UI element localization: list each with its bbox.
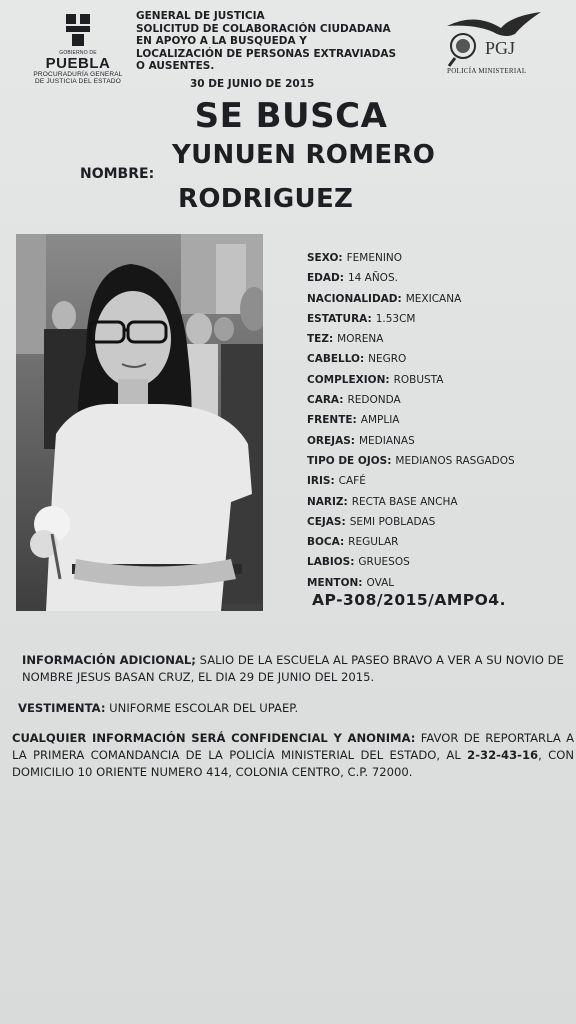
- pgj-brand: PGJ: [485, 38, 516, 58]
- logo-sub-line1: PROCURADURÍA GENERAL: [33, 71, 123, 78]
- detail-row: TIPO DE OJOS: MEDIANOS RASGADOS: [307, 454, 515, 467]
- puebla-emblem-icon: [58, 12, 98, 50]
- detail-row: CEJAS: SEMI POBLADAS: [307, 515, 436, 528]
- page-title: SE BUSCA: [194, 96, 388, 136]
- header-date: 30 DE JUNIO DE 2015: [190, 78, 315, 90]
- detail-row: EDAD: 14 AÑOS.: [307, 272, 398, 285]
- clothing-info: [18, 700, 563, 717]
- confidential-notice: [12, 730, 574, 781]
- header-line: SOLICITUD DE COLABORACIÓN CIUDADANA: [136, 22, 391, 35]
- header-line: LOCALIZACIÓN DE PERSONAS EXTRAVIADAS: [136, 47, 397, 60]
- detail-row: CARA: REDONDA: [307, 394, 401, 407]
- address-text: , CON DOMICILIO 10 ORIENTE NUMERO 414, COLONIA CENTRO, C.P. 72000.: [12, 748, 575, 779]
- logo-brand: PUEBLA: [45, 55, 111, 72]
- detail-row: FRENTE: AMPLIA: [307, 414, 400, 427]
- logo-small-top: GOBIERNO DE: [59, 50, 97, 56]
- detail-row: BOCA: REGULAR: [307, 536, 399, 549]
- header-line: GENERAL DE JUSTICIA: [136, 10, 265, 22]
- confidential-label: CUALQUIER INFORMACIÓN SERÁ CONFIDENCIAL Y ANONIMA:: [12, 731, 416, 745]
- clothing-label: VESTIMENTA:: [18, 701, 106, 715]
- detail-row: MENTON: OVAL: [307, 576, 395, 589]
- pgj-sub: POLICÍA MINISTERIAL: [447, 67, 527, 75]
- detail-row: IRIS: CAFÉ: [307, 475, 366, 488]
- logo-sub-line2: DE JUSTICIA DEL ESTADO: [34, 78, 122, 85]
- confidential-text: FAVOR DE REPORTARLA A LA PRIMERA COMANDANCIA DE LA POLICÍA MINISTERIAL DEL ESTADO, AL: [12, 731, 574, 762]
- detail-row: ESTATURA: 1.53CM: [307, 312, 416, 325]
- pgj-logo: [445, 8, 545, 83]
- additional-info: [22, 652, 567, 686]
- phone-number: 2-32-43-16: [467, 748, 539, 762]
- header-text: [136, 10, 436, 73]
- details-list: [307, 248, 572, 593]
- header-line: EN APOYO A LA BUSQUEDA Y: [136, 35, 307, 47]
- header-line: O AUSENTES.: [136, 60, 215, 72]
- detail-row: NARIZ: RECTA BASE ANCHA: [307, 495, 458, 508]
- photo-image: [16, 234, 263, 611]
- detail-row: COMPLEXION: ROBUSTA: [307, 373, 444, 386]
- name-line2: RODRIGUEZ: [178, 184, 354, 214]
- detail-row: SEXO: FEMENINO: [307, 252, 403, 264]
- name-label: NOMBRE:: [80, 166, 155, 182]
- case-number: AP-308/2015/AMPO4.: [312, 591, 506, 609]
- detail-row: NACIONALIDAD: MEXICANA: [307, 292, 462, 305]
- detail-row: LABIOS: GRUESOS: [307, 556, 410, 569]
- missing-person-photo: [16, 234, 263, 611]
- puebla-logo: [22, 12, 134, 85]
- additional-info-text: SALIO DE LA ESCUELA AL PASEO BRAVO A VER A SU NOVIO DE NOMBRE JESUS BASAN CRUZ, EL DIA 29 DE JUNIO DEL 2015.: [22, 653, 564, 684]
- clothing-text: UNIFORME ESCOLAR DEL UPAEP.: [105, 701, 299, 715]
- name-line1: YUNUEN ROMERO: [172, 140, 436, 170]
- additional-info-label: INFORMACIÓN ADICIONAL;: [22, 653, 196, 667]
- detail-row: CABELLO: NEGRO: [307, 353, 407, 366]
- detail-row: TEZ: MORENA: [307, 333, 384, 346]
- detail-row: OREJAS: MEDIANAS: [307, 434, 415, 447]
